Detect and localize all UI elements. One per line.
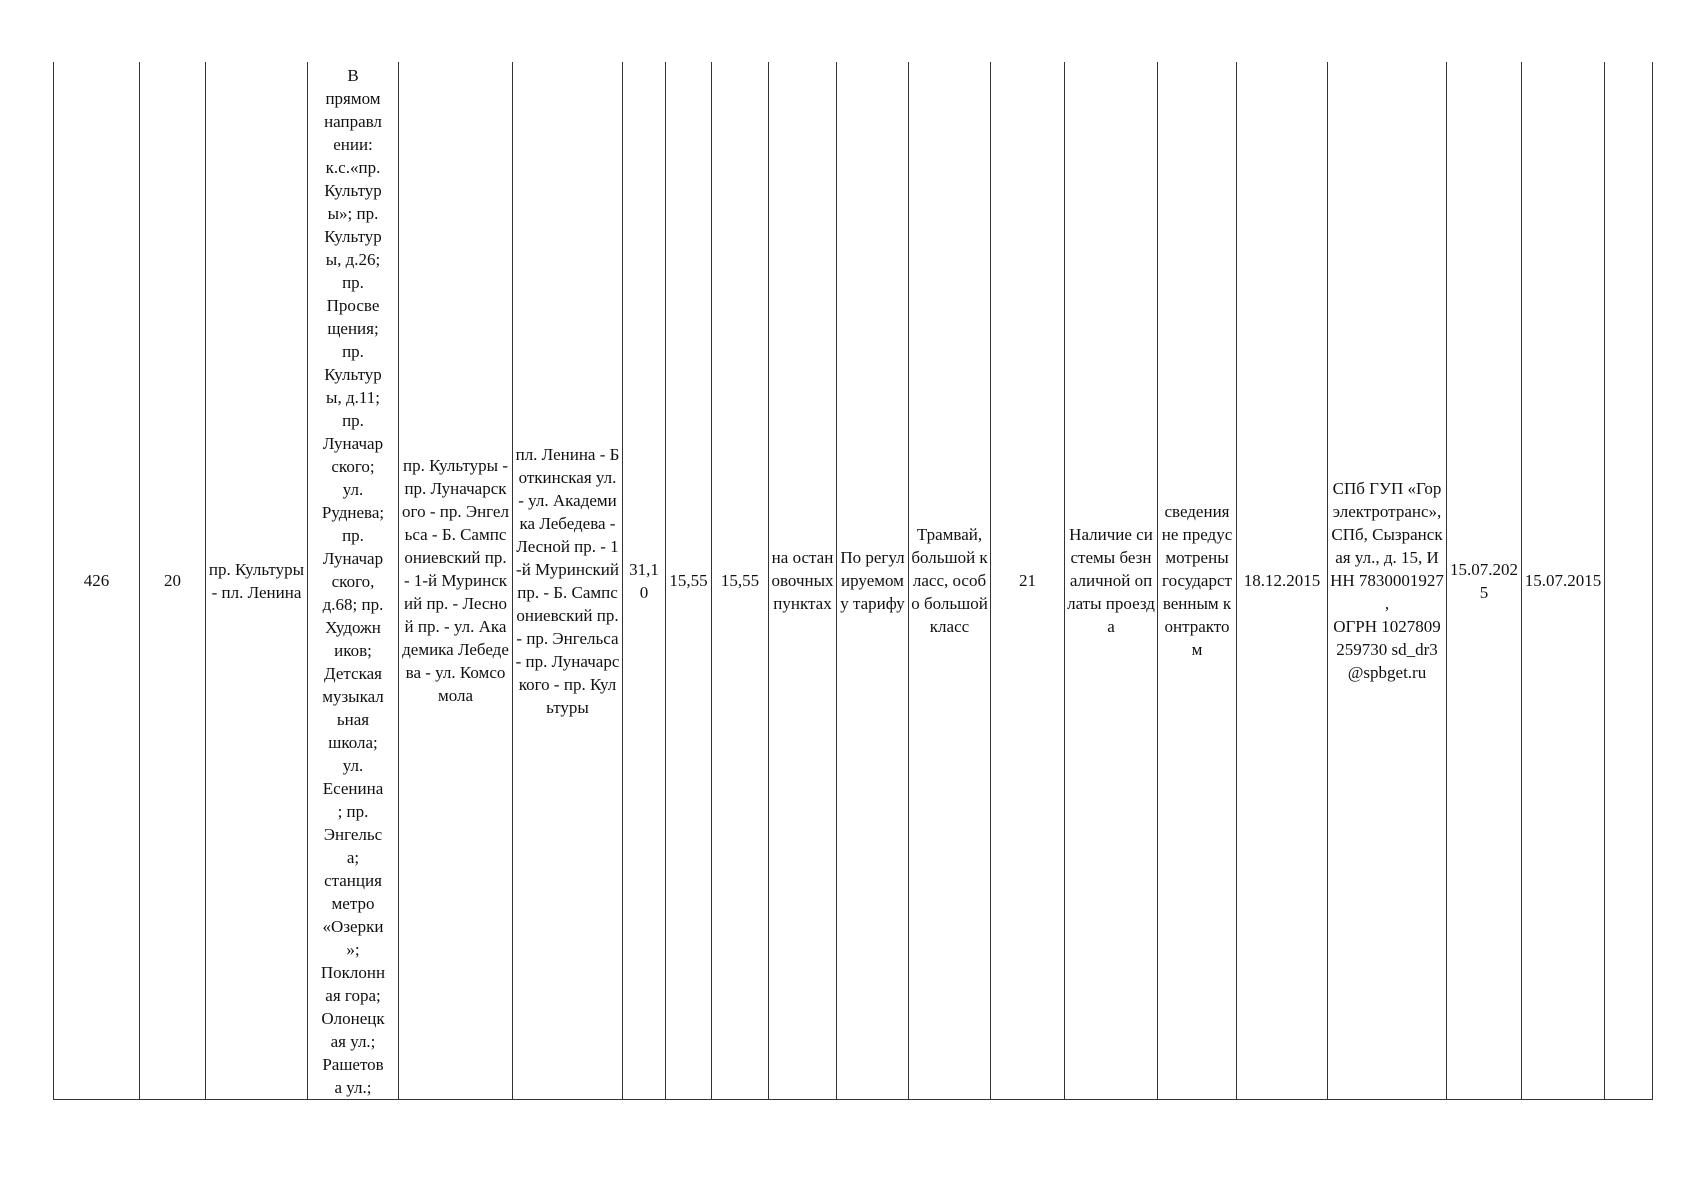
table-row <box>54 62 1653 1100</box>
operator-cell: СПб ГУП «Горэлектротранс», СПб, Сызранская ул., д. 15, ИНН 7830001927 , ОГРН 1027809259730 sd_dr3@spbget.ru <box>1328 62 1447 1100</box>
length-forward-cell: 15,55 <box>666 62 712 1100</box>
contract-info-cell: сведения не предусмотрены государственным контрактом <box>1158 62 1237 1100</box>
reg-number-cell: 426 <box>54 62 140 1100</box>
length-backward-cell: 15,55 <box>712 62 769 1100</box>
vehicle-count-cell: 21 <box>991 62 1065 1100</box>
streets-backward-cell: пл. Ленина - Боткинская ул. - ул. Академика Лебедева - Лесной пр. - 1-й Муринский пр. - Б. Сампсониевский пр. - пр. Энгельса - пр. Луначарского - пр. Культуры <box>513 62 623 1100</box>
start-date-cell: 18.12.2015 <box>1237 62 1328 1100</box>
length-total-cell: 31,10 <box>623 62 666 1100</box>
vehicle-type-cell: Трамвай, большой класс, особо большой класс <box>909 62 991 1100</box>
route-number-cell: 20 <box>140 62 206 1100</box>
via-stops-cell: В прямом направл ении: к.с.«пр. Культур ы»; пр. Культур ы, д.26; пр. Просве щения; пр. Культур ы, д.11; пр. Луначар ского; ул. Руднева; пр. Луначар ского, д.68; пр. Художн иков; Детская музыкал ьная школа; ул. Есенина ; пр. Энгельс а; станция метро «Озерки »; Поклонн ая гора; Олонецк ая ул.; Рашетов а ул.; <box>308 62 399 1100</box>
notes-cell <box>1605 62 1653 1100</box>
boarding-order-cell: на остановочных пунктах <box>769 62 837 1100</box>
registry-table <box>53 62 1653 1100</box>
streets-forward-cell: пр. Культуры - пр. Луначарского - пр. Энгельса - Б. Сампсониевский пр. - 1-й Муринский пр. - Лесной пр. - ул. Академика Лебедева - ул. Комсомола <box>399 62 513 1100</box>
tariff-type-cell: По регулируемому тарифу <box>837 62 909 1100</box>
date-2-cell: 15.07.2015 <box>1522 62 1605 1100</box>
date-1-cell: 15.07.2025 <box>1447 62 1522 1100</box>
vehicle-features-cell: Наличие системы безналичной оплаты проезда <box>1065 62 1158 1100</box>
route-name-cell: пр. Культуры - пл. Ленина <box>206 62 308 1100</box>
